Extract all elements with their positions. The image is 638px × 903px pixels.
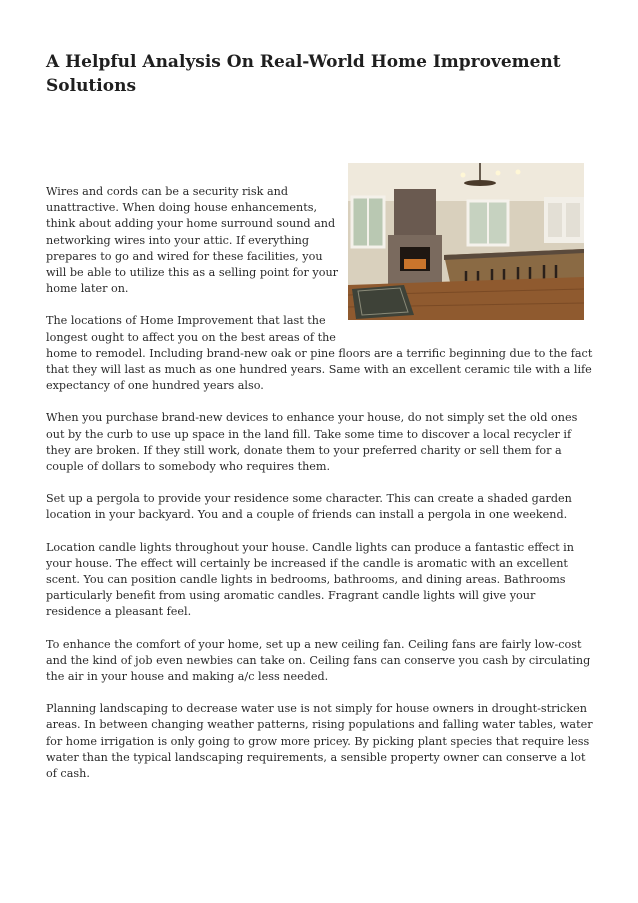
paragraph-3: When you purchase brand-new devices to enhance your house, do not simply set the old ones out by the curb to use up space in the land fill. Take some time to discover a local recycler if they are broken. If they still work, donate them to your preferred charity or sell them for a couple of dollars to somebody who requires them.	[46, 411, 578, 474]
paragraph-4: Set up a pergola to provide your residence some character. This can create a shaded garden location in your backyard. You and a couple of friends can install a pergola in one weekend.	[46, 492, 572, 522]
photo-wrap-spacer	[338, 184, 594, 345]
paragraph-5: Location candle lights throughout your house. Candle lights can produce a fantastic effect in your house. The effect will certainly be increased if the candle is aromatic with an excellent scent. You can position candle lights in bedrooms, bathrooms, and dining areas. Bathrooms particularly benefit from using aromatic candles. Fragrant candle lights will give your residence a pleasant feel.	[46, 540, 574, 619]
paragraph-6: To enhance the comfort of your home, set up a new ceiling fan. Ceiling fans are fairly low-cost and the kind of job even newbies can take on. Ceiling fans can conserve you cash by circulating the air in your house and making a/c less needed.	[46, 637, 591, 684]
article-body	[46, 184, 594, 798]
paragraph-1: Wires and cords can be a security risk and unattractive. When doing house enhancements, think about adding your home surround sound and networking wires into your attic. If everything prepares to go and wired for these facilities, you will be able to utilize this as a selling point for your home later on.	[46, 185, 338, 296]
paragraph-2: The locations of Home Improvement that last the longest ought to affect you on the best areas of the home to remodel. Including brand-new oak or pine floors are a terrific beginning due to the fact that they will last as much as one hundred years. Same with an excellent ceramic tile with a life expectancy of one hundred years also.	[46, 314, 593, 393]
article-title: A Helpful Analysis On Real-World Home Improvement Solutions	[46, 52, 561, 96]
paragraph-7: Planning landscaping to decrease water use is not simply for house owners in drought-stricken areas. In between changing weather patterns, rising populations and falling water tables, water for home irrigation is only going to grow more pricey. By picking plant species that require less water than the typical landscaping requirements, a sensible property owner can conserve a lot of cash.	[46, 702, 593, 781]
